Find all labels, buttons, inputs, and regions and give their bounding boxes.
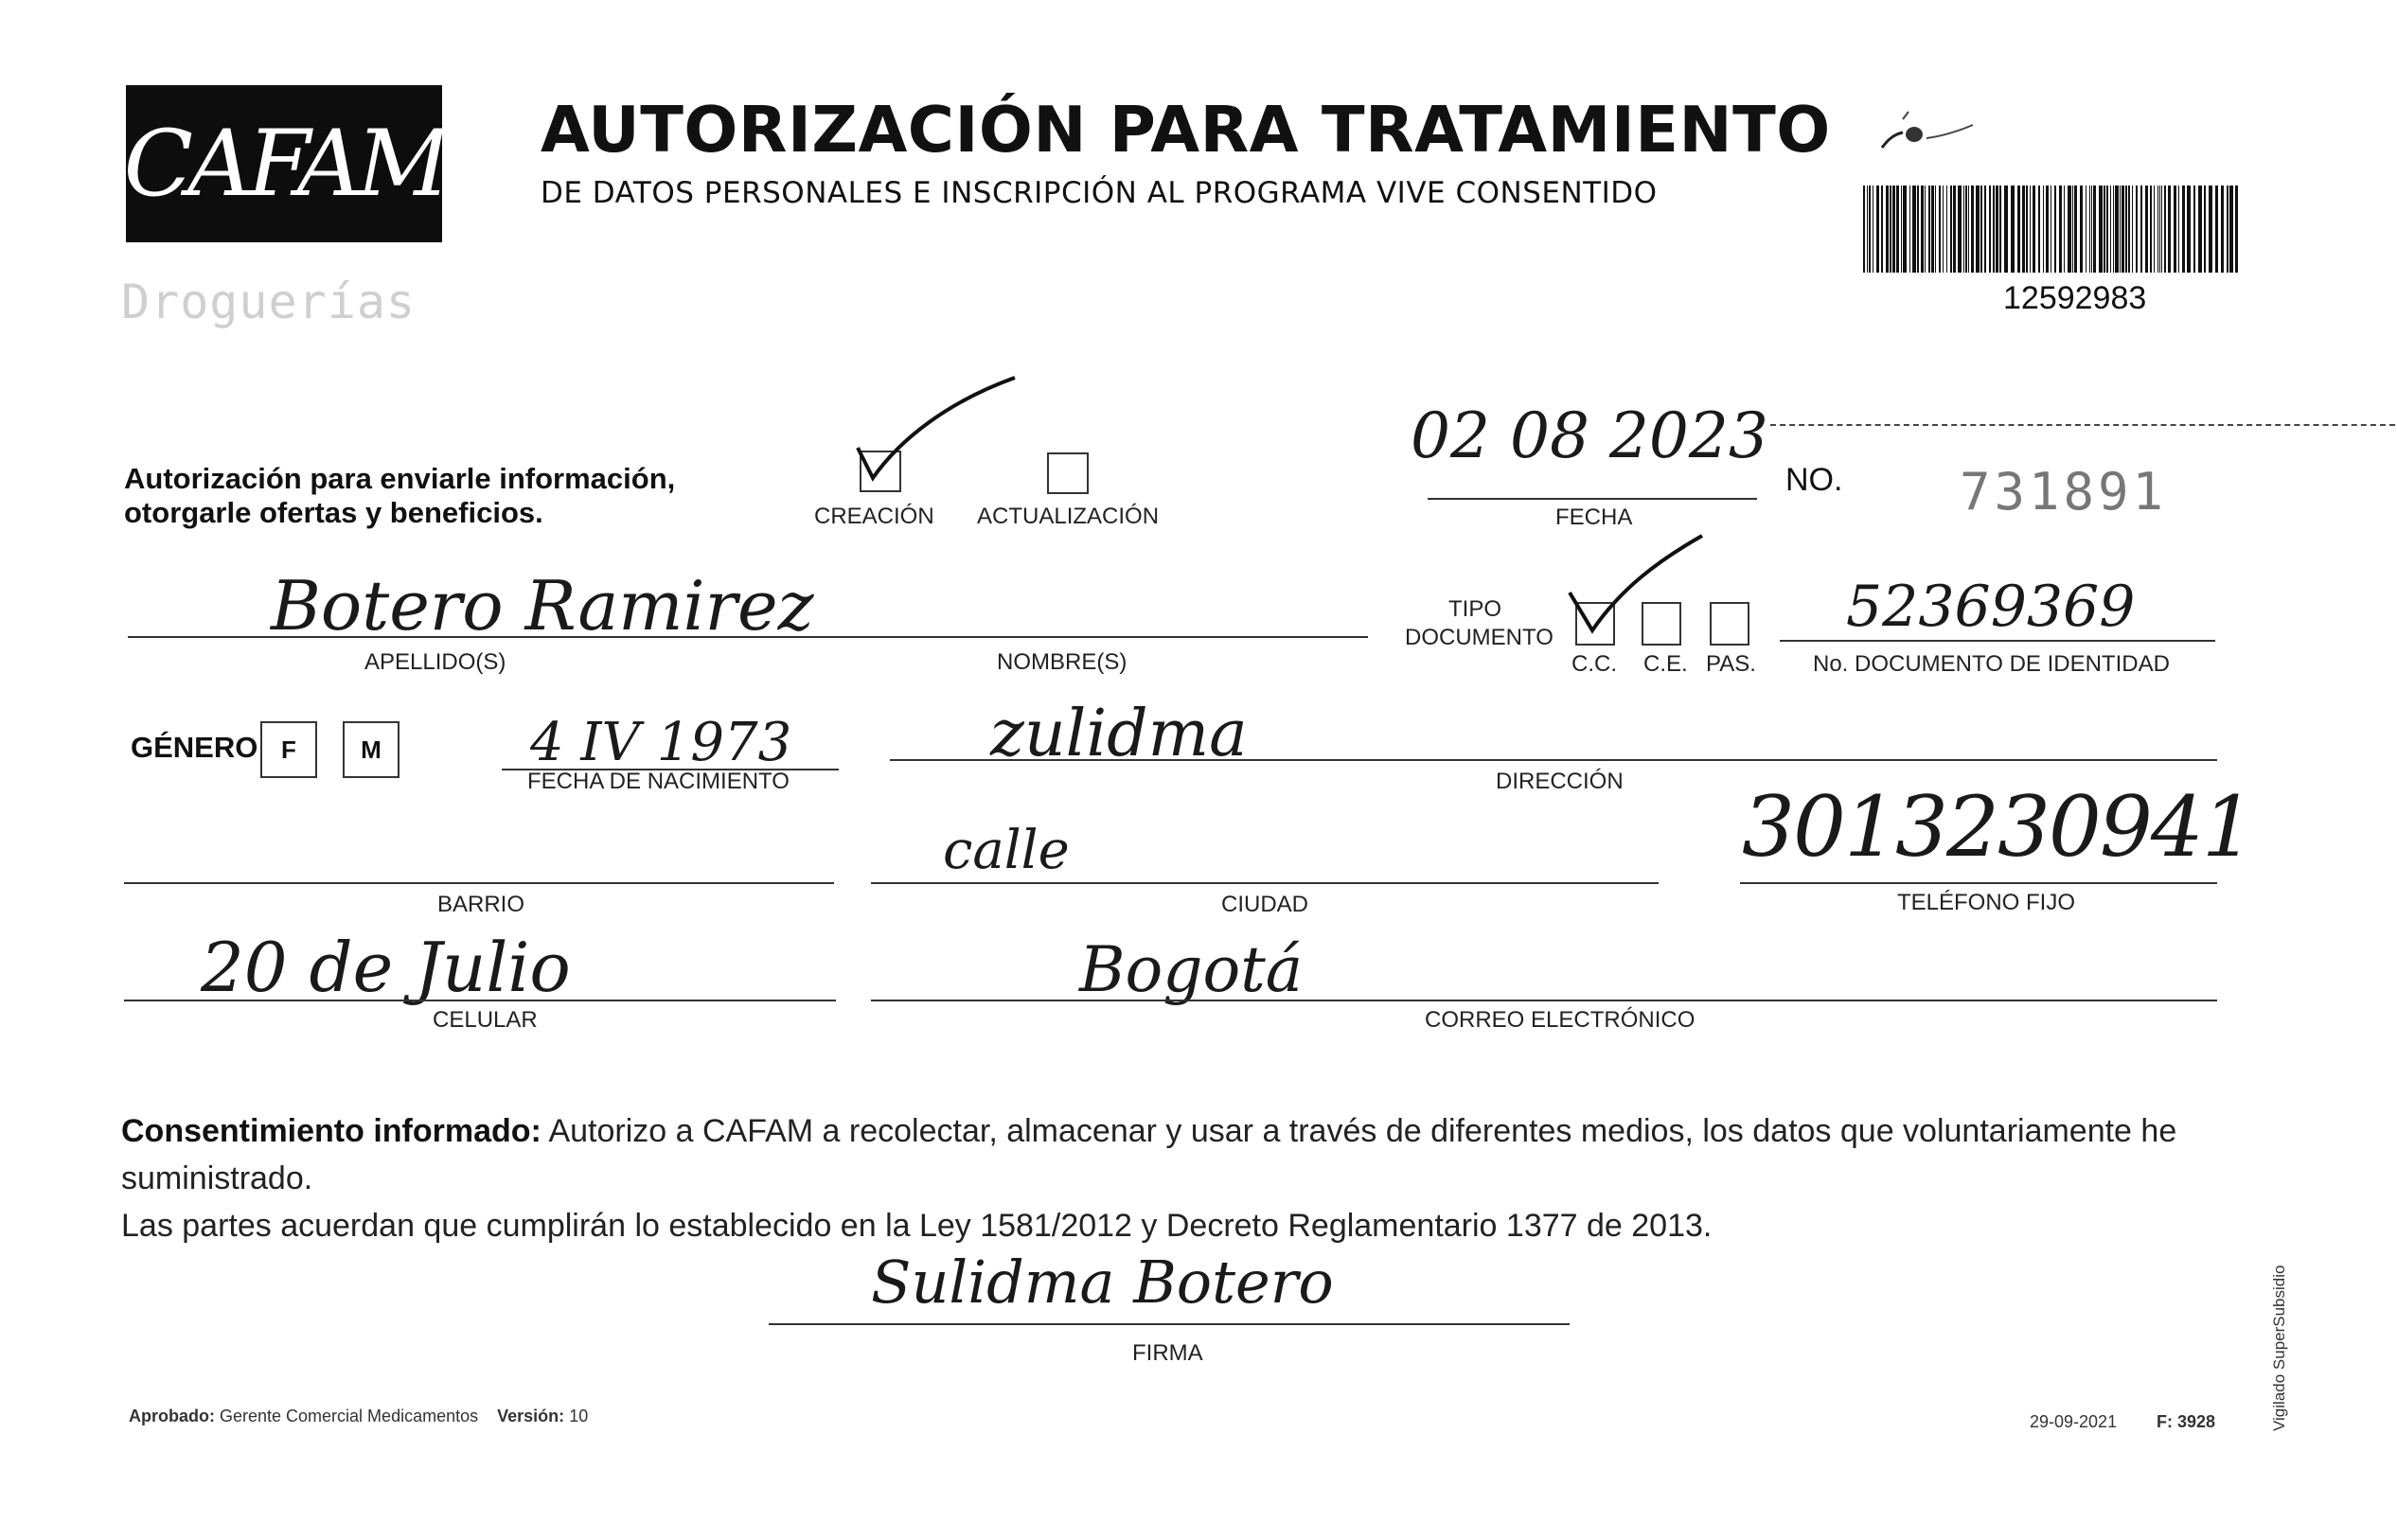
direccion-label: DIRECCIÓN: [1496, 769, 1624, 794]
correo-handwritten: Bogotá: [1079, 933, 1304, 1006]
barcode-bar: [1999, 186, 2001, 273]
actualizacion-label: ACTUALIZACIÓN: [977, 504, 1160, 529]
barcode-bar: [1984, 186, 1986, 273]
barcode: [1863, 186, 2238, 273]
ciudad-label: CIUDAD: [1221, 892, 1309, 917]
barcode-bar: [2068, 186, 2071, 273]
barcode-bar: [1971, 186, 1974, 273]
barcode-bar: [2204, 186, 2206, 273]
barcode-bar: [2099, 186, 2103, 273]
actualizacion-checkbox[interactable]: [1047, 452, 1089, 494]
barcode-bar: [1876, 186, 1879, 273]
barcode-bar: [2168, 186, 2171, 273]
barcode-bar: [2157, 186, 2158, 273]
consent-text: [121, 1107, 2299, 1249]
barcode-bar: [2089, 186, 2090, 273]
barcode-bar: [1935, 186, 1936, 273]
barcode-bar: [2187, 186, 2191, 273]
consent-text-line1: Autorizo a CAFAM a recolectar, almacenar y usar a través de diferentes medios, los datos que voluntariamente he suministrado.: [121, 1113, 2177, 1196]
cafam-logo: [123, 85, 445, 242]
barcode-bar: [2154, 186, 2155, 273]
documento-value: 52369369: [1846, 574, 2136, 640]
barcode-bar: [2046, 186, 2049, 273]
barcode-bar: [2150, 186, 2152, 273]
barcode-bar: [1946, 186, 1947, 273]
aprobado-value: Gerente Comercial Medicamentos: [220, 1407, 479, 1425]
barcode-bar: [2080, 186, 2083, 273]
aprobado-label: Aprobado:: [129, 1407, 215, 1425]
barcode-bar: [1963, 186, 1964, 273]
version-value: 10: [569, 1407, 589, 1425]
barcode-bar: [2104, 186, 2105, 273]
barcode-bar: [1928, 186, 1930, 273]
fecha-value: 02 08 2023: [1411, 399, 1768, 472]
barcode-bar: [1965, 186, 1967, 273]
header-dashed-line: [1770, 424, 2395, 426]
tipo-documento-label-2: DOCUMENTO: [1405, 625, 1554, 650]
genero-m-label: M: [361, 735, 382, 764]
barcode-bar: [2161, 186, 2162, 273]
barcode-bar: [1863, 186, 1865, 273]
barcode-bar: [2227, 186, 2228, 273]
barcode-bar: [2110, 186, 2111, 273]
barcode-bar: [2115, 186, 2119, 273]
footer-date: 29-09-2021: [2030, 1412, 2118, 1431]
barcode-bar: [2122, 186, 2124, 273]
barcode-bar: [2093, 186, 2096, 273]
barcode-bar: [1968, 186, 1969, 273]
signature-value: Sulidma Botero: [871, 1248, 1334, 1317]
barcode-bar: [2145, 186, 2148, 273]
authorization-heading-line1: Autorización para enviarle información,: [124, 462, 676, 495]
logo-subtext: Droguerías: [121, 274, 417, 329]
barcode-bar: [2011, 186, 2015, 273]
correo-line: [871, 1000, 2217, 1001]
barcode-bar: [2235, 186, 2238, 273]
creacion-label: CREACIÓN: [814, 504, 934, 529]
authorization-heading-line2: otorgarle ofertas y beneficios.: [124, 496, 543, 529]
barcode-bar: [1953, 186, 1956, 273]
celular-line: [124, 1000, 836, 1001]
barcode-bar: [2132, 186, 2133, 273]
barcode-bar: [2059, 186, 2062, 273]
barcode-bar: [1909, 186, 1910, 273]
genero-f-checkbox[interactable]: [260, 721, 317, 778]
barcode-bar: [2054, 186, 2056, 273]
barcode-bar: [1958, 186, 1962, 273]
consent-line1: [121, 1107, 2299, 1202]
barcode-bar: [2106, 186, 2108, 273]
barcode-bar: [1867, 186, 1868, 273]
documento-line: [1780, 640, 2215, 642]
logo-text: CAFAM: [123, 111, 445, 217]
version-label: Versión:: [497, 1407, 565, 1425]
telefono-value: 3013230941: [1742, 778, 2253, 876]
signature-line: [769, 1323, 1570, 1325]
barcode-bar: [2091, 186, 2092, 273]
barcode-bar: [2033, 186, 2035, 273]
genero-f-label: F: [281, 735, 296, 764]
telefono-label: TELÉFONO FIJO: [1897, 890, 2076, 915]
no-value: 731891: [1960, 462, 2168, 522]
barcode-bar: [2215, 186, 2218, 273]
barcode-bar: [2164, 186, 2166, 273]
barcode-bar: [2125, 186, 2127, 273]
barcode-bar: [1890, 186, 1891, 273]
barcode-bar: [1896, 186, 1899, 273]
apellidos-label: APELLIDO(S): [364, 649, 506, 675]
barcode-bar: [1939, 186, 1941, 273]
genero-label: GÉNERO: [131, 731, 258, 764]
fecha-label: FECHA: [1555, 504, 1633, 530]
consent-heading: Consentimiento informado:: [121, 1113, 542, 1149]
celular-value: 20 de Julio: [201, 928, 571, 1007]
side-vigilado-text: Vigilado SuperSubsidio: [2270, 1265, 2288, 1431]
cc-checkmark-icon: [1564, 532, 1706, 646]
barrio-label: BARRIO: [437, 892, 525, 917]
barcode-bar: [2193, 186, 2195, 273]
fecha-line: [1428, 498, 1757, 500]
ce-label: C.E.: [1643, 651, 1688, 677]
barcode-bar: [2022, 186, 2025, 273]
barcode-bar: [1931, 186, 1934, 273]
barcode-bar: [1996, 186, 1998, 273]
footer-form-code: F: 3928: [2157, 1412, 2216, 1431]
barcode-bar: [1886, 186, 1889, 273]
barcode-bar: [2198, 186, 2202, 273]
barcode-bar: [1989, 186, 1991, 273]
barcode-bar: [1921, 186, 1924, 273]
ciudad-handwritten: calle: [943, 820, 1070, 881]
pas-label: PAS.: [1706, 651, 1756, 677]
barcode-bar: [1892, 186, 1895, 273]
signature-label: FIRMA: [1132, 1340, 1203, 1366]
form-subtitle: DE DATOS PERSONALES E INSCRIPCIÓN AL PROGRAMA VIVE CONSENTIDO: [541, 176, 1658, 210]
barcode-bar: [2072, 186, 2073, 273]
barcode-bar: [1869, 186, 1871, 273]
barcode-bar: [1917, 186, 1919, 273]
barcode-bar: [1925, 186, 1926, 273]
cc-label: C.C.: [1571, 651, 1617, 677]
barcode-bar: [2064, 186, 2065, 273]
barcode-bar: [1943, 186, 1944, 273]
barcode-bar: [2038, 186, 2040, 273]
apellidos-value: Botero Ramirez: [271, 566, 814, 646]
genero-m-checkbox[interactable]: [343, 721, 400, 778]
celular-label: CELULAR: [433, 1007, 538, 1033]
barcode-bar: [2074, 186, 2077, 273]
fecha-nacimiento-value: 4 IV 1973: [530, 712, 792, 773]
barcode-bar: [1976, 186, 1980, 273]
barrio-line: [124, 882, 834, 884]
ciudad-line: [871, 882, 1659, 884]
barcode-bar: [2221, 186, 2224, 273]
barcode-bar: [1993, 186, 1995, 273]
nombre-handwritten: zulidma: [990, 697, 1248, 771]
documento-label: No. DOCUMENTO DE IDENTIDAD: [1813, 651, 2170, 677]
barcode-bar: [2140, 186, 2142, 273]
barcode-bar: [2178, 186, 2179, 273]
telefono-line: [1740, 882, 2217, 884]
fecha-nacimiento-label: FECHA DE NACIMIENTO: [527, 769, 790, 794]
barcode-bar: [2128, 186, 2130, 273]
barcode-bar: [2209, 186, 2212, 273]
nombres-label: NOMBRE(S): [997, 649, 1127, 675]
barcode-bar: [1881, 186, 1883, 273]
barcode-bar: [2229, 186, 2233, 273]
no-label: NO.: [1785, 462, 1843, 498]
barcode-bar: [1980, 186, 1982, 273]
barcode-bar: [1901, 186, 1902, 273]
tipo-documento-label-1: TIPO: [1448, 596, 1502, 622]
creacion-checkmark-icon: [852, 374, 1022, 497]
barcode-number: 12592983: [2003, 280, 2147, 316]
barcode-bar: [2113, 186, 2114, 273]
footer-aprobado: [129, 1407, 588, 1426]
ce-checkbox[interactable]: [1642, 602, 1681, 646]
barcode-bar: [2043, 186, 2044, 273]
barcode-bar: [2182, 186, 2185, 273]
barcode-bar: [1950, 186, 1952, 273]
pas-checkbox[interactable]: [1710, 602, 1749, 646]
apellidos-nombres-line: [128, 636, 1368, 638]
barcode-bar: [2017, 186, 2020, 273]
barcode-bar: [2120, 186, 2121, 273]
barcode-bar: [2004, 186, 2008, 273]
barcode-bar: [1912, 186, 1916, 273]
barcode-bar: [2159, 186, 2160, 273]
barcode-bar: [2136, 186, 2138, 273]
correo-label: CORREO ELECTRÓNICO: [1425, 1007, 1696, 1033]
barcode-bar: [2030, 186, 2031, 273]
barcode-bar: [1903, 186, 1907, 273]
consent-text-line2: Las partes acuerdan que cumplirán lo establecido en la Ley 1581/2012 y Decreto Reglamentario 1377 de 2013.: [121, 1208, 1713, 1244]
barcode-bar: [2174, 186, 2176, 273]
barcode-bar: [2026, 186, 2028, 273]
direccion-line: [890, 759, 2217, 761]
form-title: AUTORIZACIÓN PARA TRATAMIENTO: [541, 93, 1831, 167]
stamp-mark-icon: [1874, 106, 1979, 157]
